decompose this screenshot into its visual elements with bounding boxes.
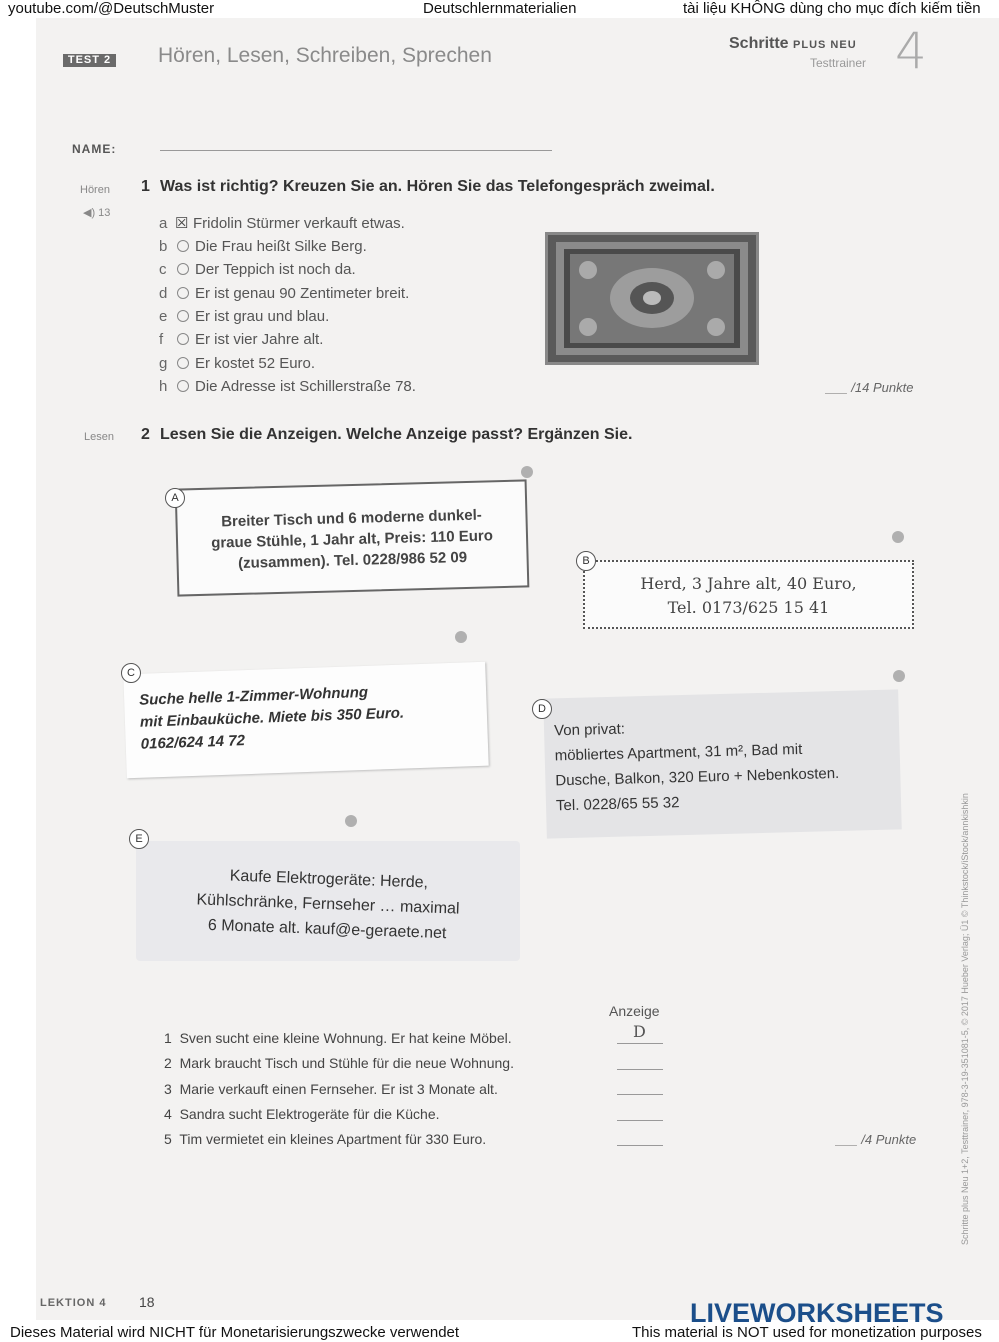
pin-icon xyxy=(345,815,357,827)
section2-side-label: Lesen xyxy=(84,431,114,443)
section2-number: 2 xyxy=(141,426,150,443)
ad-d-line: Dusche, Balkon, 320 Euro + Nebenkosten. xyxy=(555,764,840,790)
radio-circle[interactable] xyxy=(177,240,189,252)
page-margin xyxy=(0,18,36,1320)
match-item xyxy=(164,1106,440,1122)
top-bar-center: Deutschlernmaterialien xyxy=(423,0,577,17)
item-number: 3 xyxy=(164,1081,172,1097)
option-text: Er ist genau 90 Zentimeter breit. xyxy=(195,285,410,302)
carpet-icon xyxy=(548,235,756,362)
section1-instruction: Was ist richtig? Kreuzen Sie an. Hören Sie das Telefongespräch zweimal. xyxy=(160,178,715,195)
liveworksheets-logo: LIVEWORKSHEETS xyxy=(690,1298,944,1328)
brand-suffix: PLUS NEU xyxy=(793,39,857,51)
ad-a-line: (zusammen). Tel. 0228/986 52 09 xyxy=(237,548,468,572)
checked-cross-icon[interactable]: ☒ xyxy=(175,215,189,232)
item-text: Sven sucht eine kleine Wohnung. Er hat keine Möbel. xyxy=(179,1030,512,1046)
option-f[interactable] xyxy=(159,331,323,348)
carpet-image xyxy=(545,232,759,365)
lesson-number: 4 xyxy=(895,22,927,80)
bottom-bar-right: This material is NOT used for monetization purposes xyxy=(632,1324,982,1341)
ad-e-line: Kaufe Elektrogeräte: Herde, xyxy=(229,867,429,892)
ad-d xyxy=(543,689,902,838)
option-g[interactable] xyxy=(159,355,315,372)
ad-a-line: graue Stühle, 1 Jahr alt, Preis: 110 Euro xyxy=(210,527,494,552)
option-letter: f xyxy=(159,331,164,348)
bottom-bar-left: Dieses Material wird NICHT für Monetarisierungszwecke verwendet xyxy=(10,1324,460,1341)
match-item xyxy=(164,1055,514,1071)
option-letter: c xyxy=(159,261,167,278)
copyright-credit: Schritte plus Neu 1+2, Testtrainer, 978-3-19-351081-5, © 2017 Hueber Verlag; Ü1 © Thinkstock/iStock/annkishkin xyxy=(960,793,970,1245)
brand xyxy=(729,35,857,53)
pin-icon xyxy=(892,531,904,543)
option-text: Die Frau heißt Silke Berg. xyxy=(195,238,367,255)
ad-e xyxy=(136,841,520,961)
ad-d-line: Tel. 0228/65 55 32 xyxy=(555,794,680,815)
option-d[interactable] xyxy=(159,285,409,302)
brand-name: Schritte xyxy=(729,35,789,52)
answer-1-handwritten[interactable]: D xyxy=(633,1022,646,1041)
ad-c xyxy=(123,662,488,779)
ad-b-line: Tel. 0173/625 15 41 xyxy=(667,598,830,617)
option-c[interactable] xyxy=(159,261,356,278)
match-item xyxy=(164,1030,512,1046)
ad-a-line: Breiter Tisch und 6 moderne dunkel- xyxy=(220,506,482,531)
ad-a-label: A xyxy=(165,488,185,508)
item-text: Sandra sucht Elektrogeräte für die Küche. xyxy=(179,1106,440,1122)
match-item xyxy=(164,1081,498,1097)
item-number: 5 xyxy=(164,1131,172,1147)
option-text: Er ist vier Jahre alt. xyxy=(195,331,324,348)
option-b[interactable] xyxy=(159,238,367,255)
footer-page-number: 18 xyxy=(139,1294,155,1310)
ad-c-line: 0162/624 14 72 xyxy=(140,732,246,753)
item-text: Marie verkauft einen Fernseher. Er ist 3 Monate alt. xyxy=(179,1081,498,1097)
option-a[interactable] xyxy=(159,214,405,232)
option-text: Fridolin Stürmer verkauft etwas. xyxy=(193,215,405,232)
audio-track-icon: ◀︎) 13 xyxy=(83,207,111,219)
option-text: Der Teppich ist noch da. xyxy=(195,261,356,278)
ad-e-label: E xyxy=(129,829,149,849)
option-letter: d xyxy=(159,285,168,302)
option-text: Er ist grau und blau. xyxy=(195,308,330,325)
pin-icon xyxy=(521,466,533,478)
ad-b-label: B xyxy=(576,551,596,571)
option-letter: h xyxy=(159,378,168,395)
option-letter: e xyxy=(159,308,168,325)
ad-b xyxy=(583,560,914,629)
item-number: 2 xyxy=(164,1055,172,1071)
top-bar-left: youtube.com/@DeutschMuster xyxy=(8,0,215,17)
item-number: 4 xyxy=(164,1106,172,1122)
ad-c-label: C xyxy=(121,663,141,683)
section2-instruction: Lesen Sie die Anzeigen. Welche Anzeige passt? Ergänzen Sie. xyxy=(160,426,633,443)
item-text: Tim vermietet ein kleines Apartment für 330 Euro. xyxy=(179,1131,487,1147)
option-letter: b xyxy=(159,238,168,255)
footer-lesson: LEKTION 4 xyxy=(40,1297,107,1309)
pin-icon xyxy=(893,670,905,682)
ad-c-line: mit Einbauküche. Miete bis 350 Euro. xyxy=(139,704,405,731)
answer-3-blank[interactable] xyxy=(617,1094,663,1095)
section1-points: ___ /14 Punkte xyxy=(826,380,914,395)
ad-a xyxy=(175,479,530,596)
top-bar-right: tài liệu KHÔNG dùng cho mục đích kiếm tiền xyxy=(683,0,981,17)
test-tag: TEST 2 xyxy=(63,54,116,67)
answer-5-blank[interactable] xyxy=(617,1145,663,1146)
option-h[interactable] xyxy=(159,378,416,395)
option-letter: a xyxy=(159,215,168,232)
ad-e-line: Kühlschränke, Fernseher … maximal xyxy=(196,891,460,918)
option-text: Er kostet 52 Euro. xyxy=(195,355,316,372)
ad-e-line: 6 Monate alt. kauf@e-geraete.net xyxy=(207,916,447,943)
section1-number: 1 xyxy=(141,178,150,195)
radio-circle[interactable] xyxy=(177,333,189,345)
radio-circle[interactable] xyxy=(177,357,189,369)
answer-1-blank[interactable] xyxy=(617,1043,663,1044)
name-input-line[interactable] xyxy=(160,150,552,151)
ad-d-label: D xyxy=(532,699,552,719)
radio-circle[interactable] xyxy=(177,287,189,299)
item-number: 1 xyxy=(164,1030,172,1046)
section1-side-label: Hören xyxy=(80,184,110,196)
radio-circle[interactable] xyxy=(177,263,189,275)
name-label: NAME: xyxy=(72,142,117,156)
option-text: Die Adresse ist Schillerstraße 78. xyxy=(195,378,416,395)
pin-icon xyxy=(455,631,467,643)
ad-d-line: Von privat: xyxy=(553,720,626,740)
answer-header: Anzeige xyxy=(609,1003,660,1019)
brand-subtitle: Testtrainer xyxy=(810,56,867,70)
radio-circle[interactable] xyxy=(177,310,189,322)
radio-circle[interactable] xyxy=(177,380,189,392)
section2-points: ___ /4 Punkte xyxy=(836,1132,917,1147)
page-title: Hören, Lesen, Schreiben, Sprechen xyxy=(158,44,492,67)
option-e[interactable] xyxy=(159,308,329,325)
ad-d-line: möbliertes Apartment, 31 m², Bad mit xyxy=(554,740,803,765)
match-item xyxy=(164,1131,486,1147)
answer-4-blank[interactable] xyxy=(617,1120,663,1121)
ad-c-line: Suche helle 1-Zimmer-Wohnung xyxy=(138,683,369,709)
ad-b-line: Herd, 3 Jahre alt, 40 Euro, xyxy=(640,574,857,593)
item-text: Mark braucht Tisch und Stühle für die neue Wohnung. xyxy=(179,1055,514,1071)
option-letter: g xyxy=(159,355,168,372)
answer-2-blank[interactable] xyxy=(617,1069,663,1070)
